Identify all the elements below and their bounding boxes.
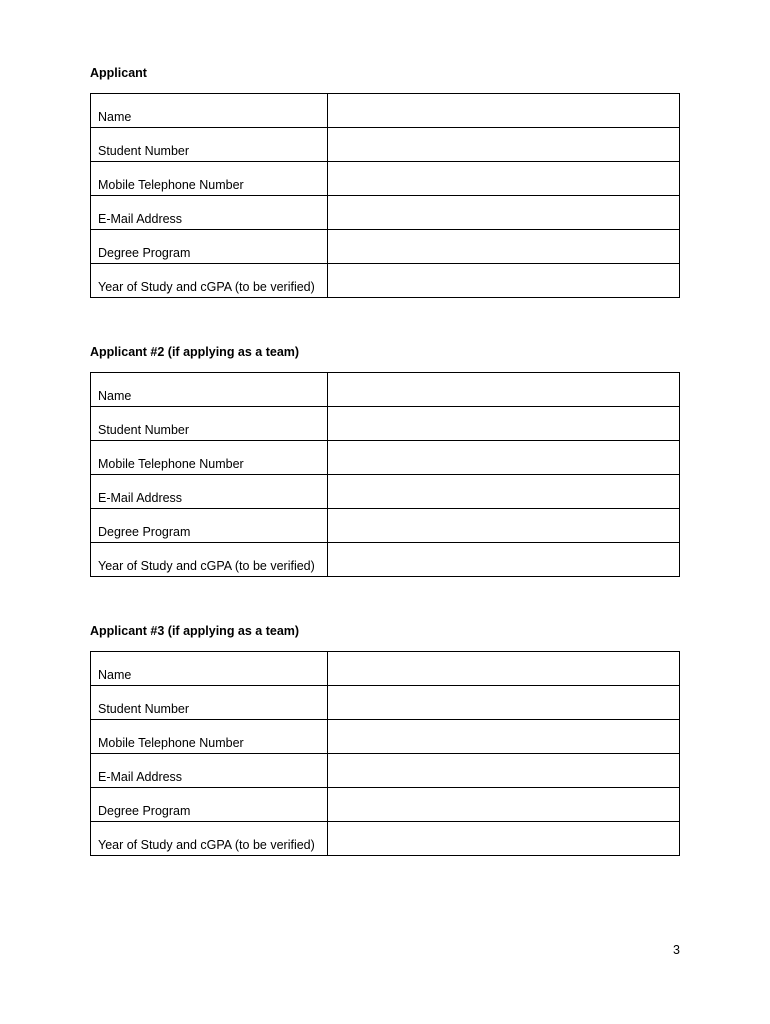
mobile-number-label: Mobile Telephone Number <box>91 720 328 754</box>
year-cgpa-label: Year of Study and cGPA (to be verified) <box>91 822 328 856</box>
student-number-field[interactable] <box>328 686 680 720</box>
student-number-label: Student Number <box>91 686 328 720</box>
section-title: Applicant #2 (if applying as a team) <box>90 345 300 359</box>
year-cgpa-field[interactable] <box>328 264 680 298</box>
email-label: E-Mail Address <box>91 754 328 788</box>
table-row <box>91 720 680 754</box>
student-number-field[interactable] <box>328 407 680 441</box>
section-title: Applicant #3 (if applying as a team) <box>90 624 300 638</box>
applicant-3-section <box>90 623 680 852</box>
student-number-label: Student Number <box>91 128 328 162</box>
applicant-2-table <box>90 372 680 577</box>
email-label: E-Mail Address <box>91 196 328 230</box>
name-label: Name <box>91 373 328 407</box>
table-row <box>91 652 680 686</box>
table-row <box>91 162 680 196</box>
mobile-number-label: Mobile Telephone Number <box>91 441 328 475</box>
name-label: Name <box>91 94 328 128</box>
table-row <box>91 754 680 788</box>
mobile-number-field[interactable] <box>328 441 680 475</box>
degree-program-label: Degree Program <box>91 509 328 543</box>
degree-program-field[interactable] <box>328 509 680 543</box>
student-number-label: Student Number <box>91 407 328 441</box>
email-field[interactable] <box>328 196 680 230</box>
name-label: Name <box>91 652 328 686</box>
student-number-field[interactable] <box>328 128 680 162</box>
table-row <box>91 196 680 230</box>
degree-program-label: Degree Program <box>91 230 328 264</box>
table-row <box>91 686 680 720</box>
email-label: E-Mail Address <box>91 475 328 509</box>
table-row <box>91 441 680 475</box>
name-field[interactable] <box>328 94 680 128</box>
table-row <box>91 94 680 128</box>
year-cgpa-field[interactable] <box>328 543 680 577</box>
name-field[interactable] <box>328 652 680 686</box>
table-row <box>91 407 680 441</box>
email-field[interactable] <box>328 754 680 788</box>
applicant-2-section <box>90 344 680 573</box>
year-cgpa-field[interactable] <box>328 822 680 856</box>
name-field[interactable] <box>328 373 680 407</box>
degree-program-field[interactable] <box>328 230 680 264</box>
page-number: 3 <box>673 943 680 957</box>
table-row <box>91 264 680 298</box>
applicant-1-table <box>90 93 680 298</box>
table-row <box>91 373 680 407</box>
section-title: Applicant <box>90 66 147 80</box>
year-cgpa-label: Year of Study and cGPA (to be verified) <box>91 264 328 298</box>
table-row <box>91 543 680 577</box>
year-cgpa-label: Year of Study and cGPA (to be verified) <box>91 543 328 577</box>
degree-program-field[interactable] <box>328 788 680 822</box>
applicant-3-table <box>90 651 680 856</box>
table-row <box>91 128 680 162</box>
applicant-1-section <box>90 65 680 294</box>
mobile-number-field[interactable] <box>328 720 680 754</box>
degree-program-label: Degree Program <box>91 788 328 822</box>
mobile-number-field[interactable] <box>328 162 680 196</box>
table-row <box>91 475 680 509</box>
table-row <box>91 509 680 543</box>
mobile-number-label: Mobile Telephone Number <box>91 162 328 196</box>
table-row <box>91 822 680 856</box>
email-field[interactable] <box>328 475 680 509</box>
table-row <box>91 230 680 264</box>
table-row <box>91 788 680 822</box>
